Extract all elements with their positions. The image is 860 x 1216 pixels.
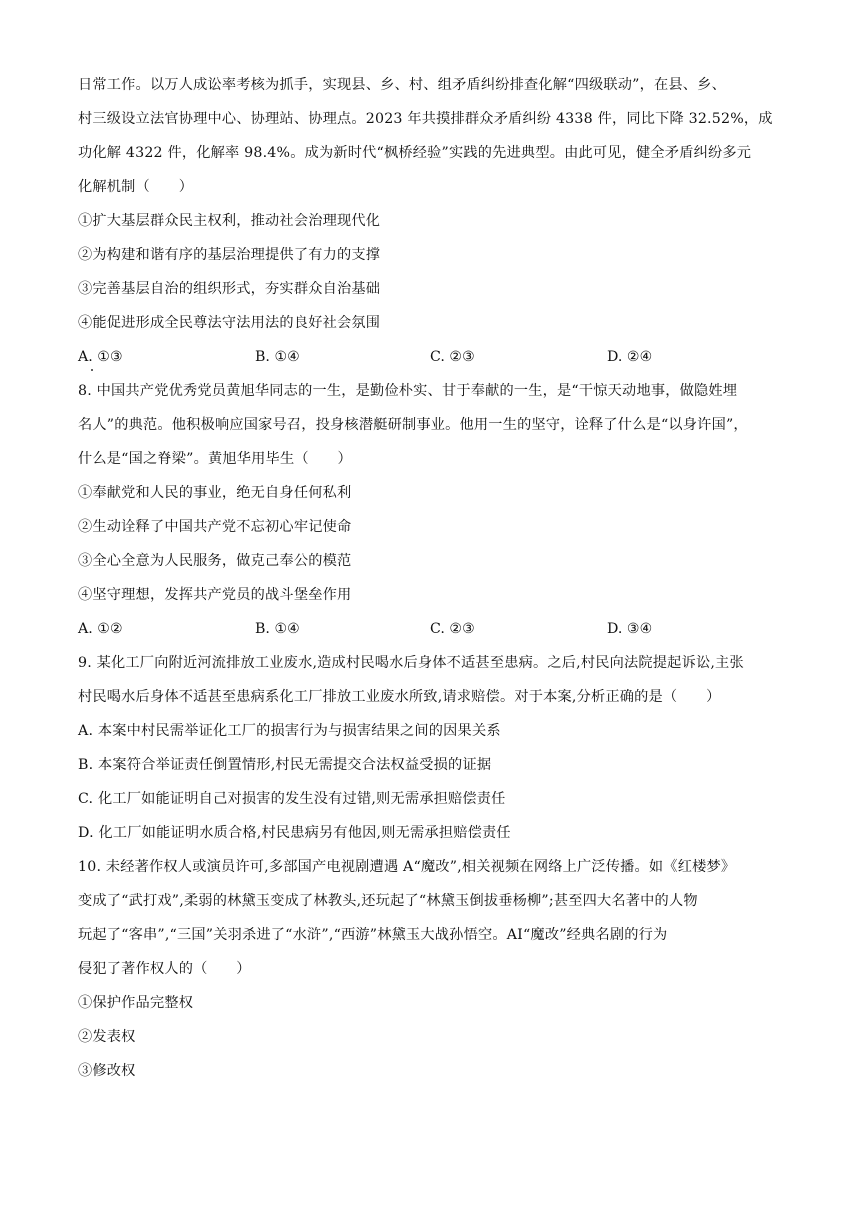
question-8-option-a[interactable]: A. ①② xyxy=(78,621,123,637)
question-10-item-2: ②发表权 xyxy=(78,1029,136,1045)
question-9-choice-b[interactable]: B. 本案符合举证责任倒置情形,村民无需提交合法权益受损的证据 xyxy=(78,757,492,773)
question-7-item-4: ④能促进形成全民尊法守法用法的良好社会氛围 xyxy=(78,315,381,331)
question-7-option-c[interactable]: C. ②③ xyxy=(430,349,475,365)
exam-page xyxy=(78,68,786,1088)
question-7-item-2: ②为构建和谐有序的基层治理提供了有力的支撑 xyxy=(78,247,381,263)
question-9-stem-line: 村民喝水后身体不适甚至患病系化工厂排放工业废水所致,请求赔偿。对于本案,分析正确的是（ ） xyxy=(78,689,721,705)
question-7-option-a[interactable]: A. ①③ xyxy=(78,349,123,365)
question-8-item-1: ①奉献党和人民的事业，绝无自身任何私利 xyxy=(78,485,352,501)
question-7 xyxy=(78,68,786,374)
question-10-stem-line: 侵犯了著作权人的（ ） xyxy=(78,961,251,977)
question-7-stem-line: 日常工作。以万人成讼率考核为抓手，实现县、乡、村、组矛盾纠纷排查化解“四级联动”，在县、乡、 xyxy=(78,77,726,93)
question-9-choice-a[interactable]: A. 本案中村民需举证化工厂的损害行为与损害结果之间的因果关系 xyxy=(78,723,501,739)
question-10-item-1: ①保护作品完整权 xyxy=(78,995,194,1011)
question-7-stem-line: 村三级设立法官协理中心、协理站、协理点。2023 年共摸排群众矛盾纠纷 4338 件，同比下降 32.52%，成 xyxy=(78,111,773,127)
question-9-stem-line: 9. 某化工厂向附近河流排放工业废水,造成村民喝水后身体不适甚至患病。之后,村民向法院提起诉讼,主张 xyxy=(78,655,744,671)
question-10 xyxy=(78,850,786,1088)
question-7-item-3: ③完善基层自治的组织形式，夯实群众自治基础 xyxy=(78,281,381,297)
question-9-choice-d[interactable]: D. 化工厂如能证明水质合格,村民患病另有他因,则无需承担赔偿责任 xyxy=(78,825,511,841)
question-10-item-3: ③修改权 xyxy=(78,1063,136,1079)
question-8-item-3: ③全心全意为人民服务，做克己奉公的模范 xyxy=(78,553,352,569)
question-7-options xyxy=(78,340,786,374)
dot-mark-icon xyxy=(91,369,93,371)
question-8-item-2: ②生动诠释了中国共产党不忘初心牢记使命 xyxy=(78,519,352,535)
question-8-stem-line: 名人”的典范。他积极响应国家号召，投身核潜艇研制事业。他用一生的坚守，诠释了什么是“以身许国”， xyxy=(78,417,748,433)
question-8-options xyxy=(78,612,786,646)
question-7-stem-line: 功化解 4322 件，化解率 98.4%。成为新时代“枫桥经验”实践的先进典型。由此可见，健全矛盾纠纷多元 xyxy=(78,145,752,161)
question-7-stem-line: 化解机制（ ） xyxy=(78,179,194,195)
question-10-stem-line: 变成了“武打戏”,柔弱的林黛玉变成了林教头,还玩起了“林黛玉倒拔垂杨柳”;甚至四大名著中的人物 xyxy=(78,893,698,909)
question-7-item-1: ①扩大基层群众民主权利，推动社会治理现代化 xyxy=(78,213,381,229)
question-7-option-d[interactable]: D. ②④ xyxy=(607,349,653,365)
question-7-option-b[interactable]: B. ①④ xyxy=(255,349,300,365)
question-8-stem-line: 8. 中国共产党优秀党员黄旭华同志的一生，是勤俭朴实、甘于奉献的一生，是“干惊天动地事，做隐姓埋 xyxy=(78,383,738,399)
question-10-stem-line: 玩起了“客串”,“三国”关羽杀进了“水浒”,“西游”林黛玉大战孙悟空。AI“魔改”经典名剧的行为 xyxy=(78,927,668,943)
question-8-option-b[interactable]: B. ①④ xyxy=(255,621,300,637)
question-8 xyxy=(78,374,786,646)
question-9 xyxy=(78,646,786,850)
question-8-option-d[interactable]: D. ③④ xyxy=(607,621,653,637)
question-9-choice-c[interactable]: C. 化工厂如能证明自己对损害的发生没有过错,则无需承担赔偿责任 xyxy=(78,791,506,807)
question-10-stem-line: 10. 未经著作权人或演员许可,多部国产电视剧遭遇 A“魔改”,相关视频在网络上广泛传播。如《红楼梦》 xyxy=(78,859,736,875)
question-8-item-4: ④坚守理想，发挥共产党员的战斗堡垒作用 xyxy=(78,587,352,603)
question-8-option-c[interactable]: C. ②③ xyxy=(430,621,475,637)
question-8-stem-line: 什么是“国之脊梁”。黄旭华用毕生（ ） xyxy=(78,451,352,467)
